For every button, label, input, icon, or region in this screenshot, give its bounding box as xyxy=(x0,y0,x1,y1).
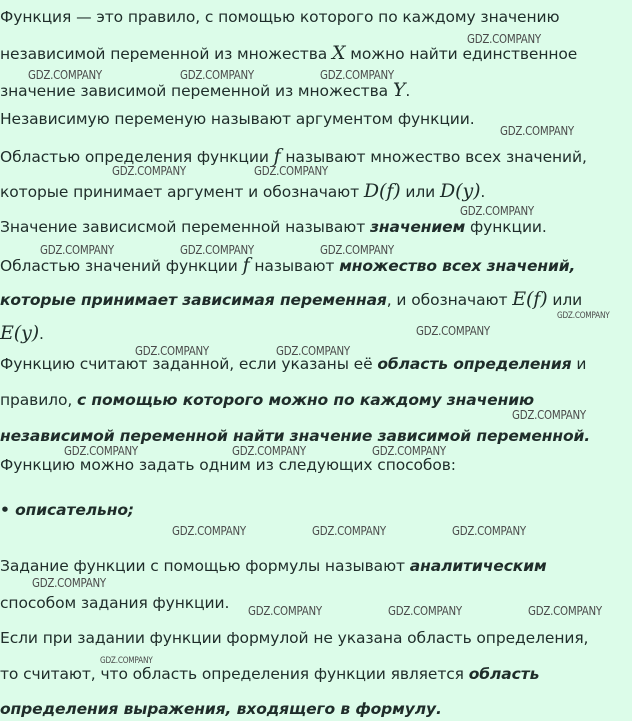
definition-text: Функцию можно задать одним из следующих способов: xyxy=(0,456,456,474)
math-symbol: D(y) xyxy=(440,180,481,202)
watermark: GDZ.COMPANY xyxy=(460,203,534,218)
definition-text: называют множество всех значений, xyxy=(280,148,587,166)
text-line xyxy=(0,288,582,310)
watermark: GDZ.COMPANY xyxy=(248,603,322,618)
watermark: GDZ.COMPANY xyxy=(528,603,602,618)
definition-text: Если при задании функции формулой не указана область определения, xyxy=(0,629,589,647)
definition-text: можно найти единственное xyxy=(345,45,578,63)
definition-text: которые принимает аргумент и обозначают xyxy=(0,183,364,201)
watermark: GDZ.COMPANY xyxy=(312,523,386,538)
text-line xyxy=(0,180,485,202)
text-line xyxy=(0,629,588,647)
definition-text: . xyxy=(480,183,486,201)
watermark: GDZ.COMPANY xyxy=(388,603,462,618)
text-line xyxy=(0,665,539,683)
math-symbol: f xyxy=(273,145,281,167)
definition-text: Независимую переменую называют аргументом функции. xyxy=(0,110,475,128)
math-symbol: X xyxy=(331,42,346,64)
watermark: GDZ.COMPANY xyxy=(372,443,446,458)
watermark: GDZ.COMPANY xyxy=(64,443,138,458)
math-symbol: E(y) xyxy=(0,322,40,344)
definition-text: значение зависимой переменной из множества xyxy=(0,82,393,100)
definition-text: Значение зависисмой переменной называют xyxy=(0,218,370,236)
text-line xyxy=(0,557,547,575)
definition-text: или xyxy=(547,291,583,309)
math-symbol: f xyxy=(242,254,250,276)
watermark: GDZ.COMPANY xyxy=(512,407,586,422)
emphasized-term: с помощью которого можно по каждому значению xyxy=(77,391,534,409)
definition-text: способом задания функции. xyxy=(0,594,230,612)
list-item xyxy=(0,501,134,519)
watermark: GDZ.COMPANY xyxy=(276,343,350,358)
definition-text: независимой переменной из множества xyxy=(0,45,332,63)
watermark: GDZ.COMPANY xyxy=(32,575,106,590)
watermark: GDZ.COMPANY xyxy=(452,523,526,538)
watermark: GDZ.COMPANY xyxy=(112,163,186,178)
text-line xyxy=(0,254,575,276)
definition-text: называют xyxy=(249,257,340,275)
text-line xyxy=(0,8,559,26)
definition-text: Областью определения функции xyxy=(0,148,274,166)
bullet-item-text: • описательно; xyxy=(0,501,134,519)
definition-text: Областью значений функции xyxy=(0,257,243,275)
text-line xyxy=(0,218,547,236)
watermark: GDZ.COMPANY xyxy=(180,242,254,257)
emphasized-term: аналитическим xyxy=(409,557,547,575)
definition-text: и xyxy=(571,355,587,373)
watermark: GDZ.COMPANY xyxy=(557,311,610,321)
watermark: GDZ.COMPANY xyxy=(135,343,209,358)
definition-text: или xyxy=(400,183,440,201)
definition-text: Функцию считают заданной, если указаны её xyxy=(0,355,378,373)
watermark: GDZ.COMPANY xyxy=(467,31,541,46)
definition-text: правило, xyxy=(0,391,78,409)
text-line xyxy=(0,110,475,128)
watermark: GDZ.COMPANY xyxy=(100,656,153,666)
math-symbol: E(f) xyxy=(512,288,548,310)
text-line xyxy=(0,391,534,409)
emphasized-term: которые принимает зависимая переменная xyxy=(0,291,387,309)
emphasized-term: множество всех значений, xyxy=(339,257,576,275)
emphasized-term: независимой переменной найти значение зависимой переменной. xyxy=(0,427,591,445)
text-line xyxy=(0,322,44,344)
watermark: GDZ.COMPANY xyxy=(40,242,114,257)
watermark: GDZ.COMPANY xyxy=(320,67,394,82)
emphasized-term: область определения xyxy=(377,355,572,373)
text-line xyxy=(0,79,410,101)
definition-text: . xyxy=(39,325,44,343)
watermark: GDZ.COMPANY xyxy=(416,323,490,338)
watermark: GDZ.COMPANY xyxy=(232,443,306,458)
watermark: GDZ.COMPANY xyxy=(172,523,246,538)
definition-text: , и обозначают xyxy=(386,291,513,309)
watermark: GDZ.COMPANY xyxy=(180,67,254,82)
emphasized-term: значением xyxy=(369,218,466,236)
watermark: GDZ.COMPANY xyxy=(254,163,328,178)
watermark: GDZ.COMPANY xyxy=(28,67,102,82)
text-line xyxy=(0,700,442,718)
definition-text: . xyxy=(405,82,411,100)
definition-text: Задание функции с помощью формулы называют xyxy=(0,557,410,575)
definition-text: Функция — это правило, с помощью которого по каждому значению xyxy=(0,8,560,26)
watermark: GDZ.COMPANY xyxy=(500,123,574,138)
definition-text: функции. xyxy=(465,218,547,236)
emphasized-term: определения выражения, входящего в формулу. xyxy=(0,700,442,718)
math-symbol: Y xyxy=(392,79,406,101)
text-line xyxy=(0,594,229,612)
text-line xyxy=(0,456,456,474)
watermark: GDZ.COMPANY xyxy=(320,242,394,257)
definition-text: то считают, что область определения функции является xyxy=(0,665,469,683)
math-symbol: D(f) xyxy=(363,180,401,202)
emphasized-term: область xyxy=(468,665,540,683)
